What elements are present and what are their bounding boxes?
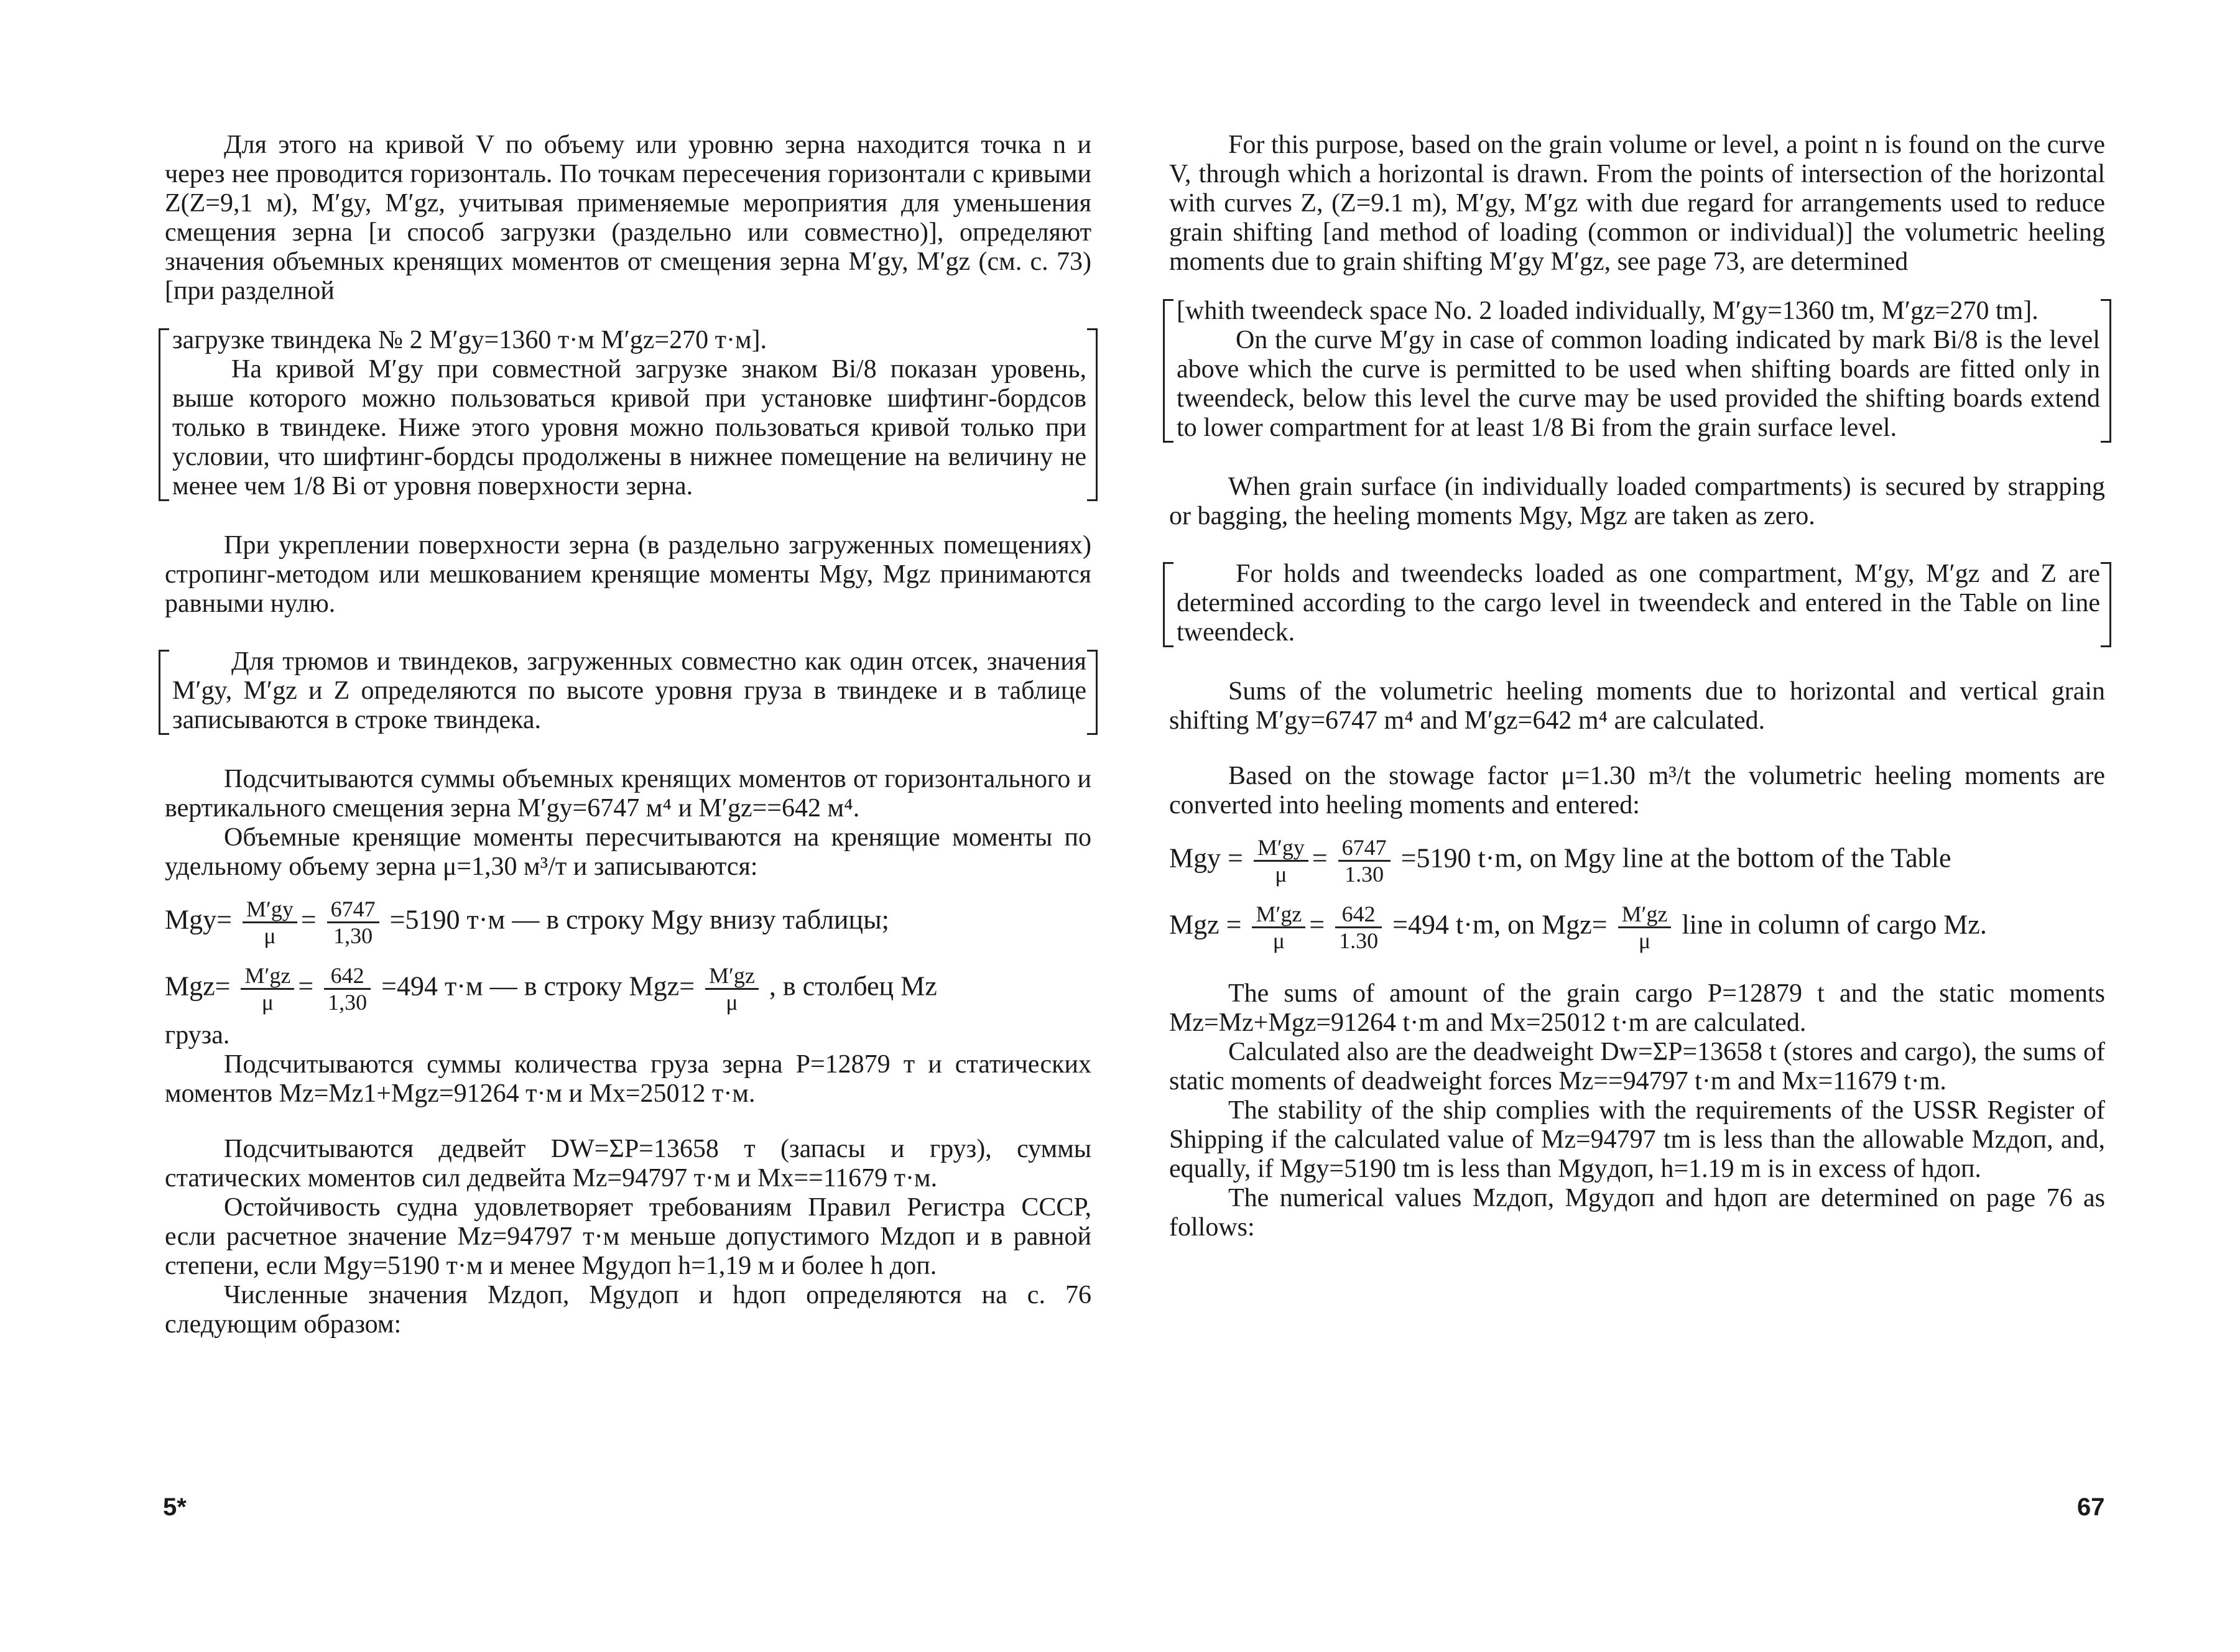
- paragraph: Численные значения Mzдоп, Mgyдоп и hдоп определяются на с. 76 следующим образом:: [165, 1281, 1091, 1339]
- paragraph: Подсчитываются суммы количества груза зерна P=12879 т и статических моментов Mz=Mz1+Mgz=91264 т·м и Mx=25012 т·м.: [165, 1050, 1091, 1108]
- paragraph: The sums of amount of the grain cargo P=12879 t and the static moments Mz=Mz+Mgz=91264 t·m and Mx=25012 t·m are calculated.: [1169, 979, 2105, 1037]
- paragraph: For this purpose, based on the grain volume or level, a point n is found on the curve V, through which a horizontal is drawn. From the points of intersection of the horizontal with curves Z, (Z=9.1 m), M′gy, M′gz with due regard for arrangements used to reduce grain shifting [and method of loading (common or individual)] the volumetric heeling moments due to grain shifting M′gy M′gz, see page 73, are determined: [1169, 131, 2105, 276]
- fraction: $\frac{M'gz}{\mu}$: [705, 963, 759, 1015]
- paragraph: Подсчитываются дедвейт DW=ΣP=13658 т (запасы и груз), суммы статических моментов сил дедвейта Mz=94797 т·м и Mx==11679 т·м.: [165, 1135, 1091, 1193]
- fraction: $\frac{6747}{1.30}$: [1338, 835, 1391, 887]
- paragraph: Объемные кренящие моменты пересчитываются на кренящие моменты по удельному объему зерна μ=1,30 м³/т и записываются:: [165, 823, 1091, 881]
- paragraph: For holds and tweendecks loaded as one compartment, M′gy, M′gz and Z are determined according to the cargo level in tweendeck and entered in the Table on line tweendeck.: [1177, 560, 2100, 647]
- right-page-english: [1169, 131, 2105, 1242]
- paragraph: On the curve M′gy in case of common loading indicated by mark Bi/8 is the level above which the curve is permitted to be used when shifting boards are fitted only in tweendeck, below this level the curve may be used provided the shifting boards extend to lower compartment for at least 1/8 Bi from the grain surface level.: [1177, 326, 2100, 442]
- formula-mid: =494 t·m, on Mgz=: [1392, 909, 1608, 940]
- paragraph: [whith tweendeck space No. 2 loaded individually, M′gy=1360 tm, M′gz=270 tm].: [1177, 297, 2039, 325]
- bracketed-note: [159, 645, 1098, 739]
- paragraph: Calculated also are the deadweight Dw=ΣP=13658 t (stores and cargo), the sums of static moments of deadweight forces Mz==94797 t·m and Mx=11679 t·m.: [1169, 1038, 2105, 1096]
- paragraph: The numerical values Mzдоп, Mgyдоп and hдоп are determined on page 76 as follows:: [1169, 1184, 2105, 1242]
- paragraph: The stability of the ship complies with the requirements of the USSR Register of Shipping if the calculated value of Mz=94797 tm is less than the allowable Mzдоп, and, equally, if Mgy=5190 tm is less than Mgyдоп, h=1.19 m is in excess of hдоп.: [1169, 1096, 2105, 1183]
- formula-lhs: Mgz=: [165, 971, 231, 1002]
- fraction: $\frac{M'gz}{\mu}$: [1618, 902, 1672, 953]
- formula-lhs: Mgy=: [165, 904, 232, 935]
- formula-mgz: Mgz= $\frac{M'gz}{\mu}$ = $\frac{642}{1,30}$ =494 т·м — в строку Mgz= $\frac{M'gz}{\mu}$ , в столбец Mz: [165, 963, 937, 1015]
- formula-rest: =5190 т·м — в строку Mgy внизу таблицы;: [389, 904, 889, 935]
- page-number: 5*: [163, 1493, 187, 1521]
- fraction: $\frac{M'gz}{\mu}$: [1252, 902, 1305, 953]
- formula-mid: =494 т·м — в строку Mgz=: [381, 971, 695, 1002]
- bracketed-note: [1163, 294, 2111, 446]
- paragraph: Подсчитываются суммы объемных кренящих моментов от горизонтального и вертикального смещения зерна M′gy=6747 м⁴ и M′gz==642 м⁴.: [165, 765, 1091, 823]
- paragraph: When grain surface (in individually loaded compartments) is secured by strapping or bagging, the heeling moments Mgy, Mgz are taken as zero.: [1169, 473, 2105, 530]
- formula-lhs: Mgy =: [1169, 842, 1243, 874]
- paragraph: груза.: [165, 1021, 230, 1050]
- paragraph: загрузке твиндека № 2 M′gy=1360 т·м M′gz=270 т·м].: [172, 326, 767, 354]
- formula-rest: =5190 t·m, on Mgy line at the bottom of the Table: [1400, 842, 1951, 874]
- paragraph: Sums of the volumetric heeling moments due to horizontal and vertical grain shifting M′gy=6747 m⁴ and M′gz=642 m⁴ are calculated.: [1169, 677, 2105, 735]
- paragraph: При укреплении поверхности зерна (в раздельно загруженных помещениях) стропинг-методом или мешкованием кренящие моменты Mgy, Mgz принимаются равными нулю.: [165, 531, 1091, 618]
- paragraph: Для трюмов и твиндеков, загруженных совместно как один отсек, значения M′gy, M′gz и Z определяются по высоте уровня груза в твиндеке и в таблице записываются в строке твиндека.: [172, 647, 1086, 734]
- formula-mgy: Mgy = $\frac{M'gy}{\mu}$ = $\frac{6747}{1.30}$ =5190 t·m, on Mgy line at the bottom of the Table: [1169, 835, 1951, 887]
- formula-mgz: Mgz = $\frac{M'gz}{\mu}$ = $\frac{642}{1.30}$ =494 t·m, on Mgz= $\frac{M'gz}{\mu}$ line in column of cargo Mz.: [1169, 902, 1987, 953]
- fraction: $\frac{6747}{1,30}$: [327, 897, 379, 948]
- formula-rest: line in column of cargo Mz.: [1682, 909, 1987, 940]
- page-number: 67: [2077, 1493, 2105, 1521]
- left-page-russian: [165, 131, 1091, 1339]
- bracketed-note: [159, 323, 1098, 505]
- fraction: $\frac{M'gy}{\mu}$: [1254, 835, 1308, 887]
- paragraph: Для этого на кривой V по объему или уровню зерна находится точка n и через нее проводится горизонталь. По точкам пересечения горизонтали с кривыми Z(Z=9,1 м), M′gy, M′gz, учитывая применяемые мероприятия для уменьшения смещения зерна [и способ загрузки (раздельно или совместно)], определяют значения объемных кренящих моментов от смещения зерна M′gy, M′gz (см. с. 73) [при разделной: [165, 131, 1091, 305]
- formula-rest: , в столбец Mz: [769, 971, 937, 1002]
- formula-lhs: Mgz =: [1169, 909, 1242, 940]
- formula-mgy: Mgy= $\frac{M'gy}{\mu}$ = $\frac{6747}{1,30}$ =5190 т·м — в строку Mgy внизу таблицы;: [165, 897, 889, 948]
- paragraph: Based on the stowage factor μ=1.30 m³/t the volumetric heeling moments are converted into heeling moments and entered:: [1169, 762, 2105, 819]
- fraction: $\frac{642}{1,30}$: [324, 963, 371, 1015]
- fraction: $\frac{M'gz}{\mu}$: [241, 963, 294, 1015]
- fraction: $\frac{642}{1.30}$: [1335, 902, 1382, 953]
- paragraph: На кривой M′gy при совместной загрузке знаком Bi/8 показан уровень, выше которого можно пользоваться кривой при установке шифтинг-бордсов только в твиндеке. Ниже этого уровня можно пользоваться кривой только при условии, что шифтинг-бордсы продолжены в нижнее помещение на величину не менее чем 1/8 Bi от уровня поверхности зерна.: [172, 355, 1086, 501]
- bracketed-note: [1163, 557, 2111, 651]
- paragraph: Остойчивость судна удовлетворяет требованиям Правил Регистра СССР, если расчетное значение Mz=94797 т·м меньше допустимого Mzдоп и в равной степени, если Mgy=5190 т·м и менее Mgyдоп h=1,19 м и более h доп.: [165, 1193, 1091, 1280]
- fraction: $\frac{M'gy}{\mu}$: [243, 897, 297, 948]
